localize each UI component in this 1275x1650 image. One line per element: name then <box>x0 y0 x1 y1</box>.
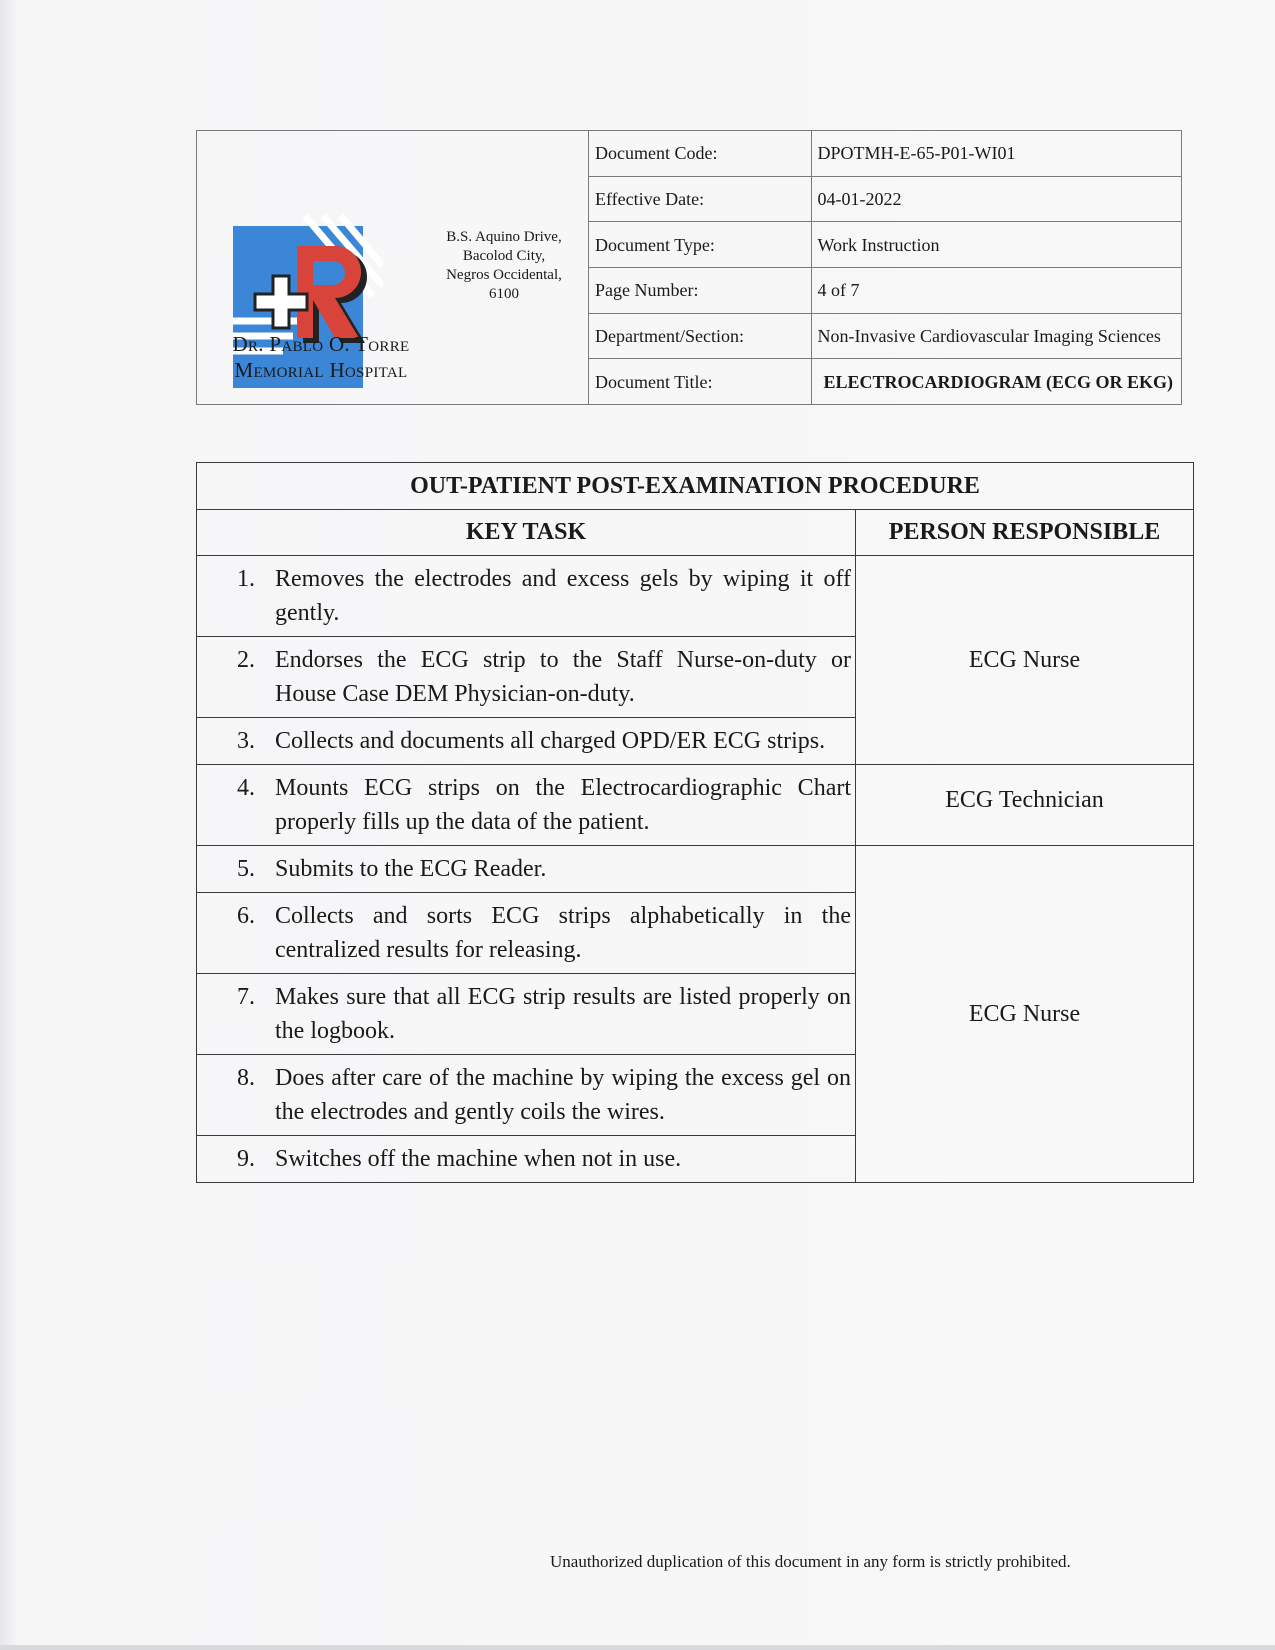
person-responsible-header: PERSON RESPONSIBLE <box>856 510 1194 556</box>
meta-value: Work Instruction <box>811 222 1181 268</box>
meta-label: Document Code: <box>589 131 811 176</box>
document-title-value: ELECTROCARDIOGRAM (ECG OR EKG) <box>823 371 1174 392</box>
document-header <box>196 130 1182 405</box>
task-number: 1. <box>237 566 255 592</box>
meta-label: Document Type: <box>589 222 811 268</box>
meta-label: Page Number: <box>589 267 811 313</box>
meta-row <box>589 267 1181 313</box>
task-number: 3. <box>237 728 255 754</box>
task-number: 2. <box>237 647 255 673</box>
hospital-name-line2: Memorial Hospital <box>234 358 408 382</box>
task-text: Collects and sorts ECG strips alphabetically in the centralized results for releasing. <box>275 903 851 963</box>
hospital-name <box>211 331 431 383</box>
scan-edge <box>0 1645 1275 1650</box>
meta-row <box>589 222 1181 268</box>
address-line: Bacolod City, <box>462 248 546 264</box>
hospital-logo-icon <box>233 161 383 461</box>
document-meta-table <box>589 131 1181 404</box>
task-text: Makes sure that all ECG strip results are listed properly on the logbook. <box>275 984 851 1044</box>
address-line: Negros Occidental, <box>446 267 562 283</box>
table-row <box>197 846 1194 893</box>
meta-row <box>589 131 1181 176</box>
key-task-header: KEY TASK <box>197 510 856 556</box>
meta-label: Effective Date: <box>589 176 811 222</box>
meta-row <box>589 176 1181 222</box>
meta-label: Department/Section: <box>589 313 811 359</box>
task-text: Does after care of the machine by wiping the excess gel on the electrodes and gently coils the wires. <box>275 1065 851 1125</box>
table-row <box>197 556 1194 637</box>
meta-value: Non-Invasive Cardiovascular Imaging Sciences <box>811 313 1181 359</box>
table-row <box>197 765 1194 846</box>
footer-notice: Unauthorized duplication of this document in any form is strictly prohibited. <box>550 1552 1071 1571</box>
meta-row <box>589 313 1181 359</box>
task-number: 8. <box>237 1065 255 1091</box>
task-text: Submits to the ECG Reader. <box>275 856 547 882</box>
person-responsible: ECG Nurse <box>856 846 1194 1183</box>
task-text: Collects and documents all charged OPD/ER ECG strips. <box>275 728 826 754</box>
task-number: 6. <box>237 903 255 929</box>
person-responsible-cell <box>856 765 1194 846</box>
address-line: 6100 <box>489 286 519 302</box>
meta-value: 04-01-2022 <box>811 176 1181 222</box>
task-number: 5. <box>237 856 255 882</box>
meta-label: Document Title: <box>589 359 811 404</box>
procedure-table <box>196 462 1194 1183</box>
meta-row <box>589 359 1181 404</box>
hospital-address <box>429 228 579 304</box>
task-number: 4. <box>237 775 255 801</box>
meta-value: 4 of 7 <box>811 267 1181 313</box>
logo-cell <box>197 131 589 404</box>
task-text: Mounts ECG strips on the Electrocardiographic Chart properly fills up the data of the patient. <box>275 775 851 835</box>
meta-value: DPOTMH-E-65-P01-WI01 <box>811 131 1181 176</box>
person-responsible: ECG Technician <box>945 787 1104 813</box>
address-line: B.S. Aquino Drive, <box>446 229 562 245</box>
person-responsible: ECG Nurse <box>856 556 1194 765</box>
task-text: Switches off the machine when not in use. <box>275 1146 682 1172</box>
task-text: Endorses the ECG strip to the Staff Nurse-on-duty or House Case DEM Physician-on-duty. <box>275 647 851 707</box>
task-number: 9. <box>237 1146 255 1172</box>
task-number: 7. <box>237 984 255 1010</box>
procedure-title: OUT-PATIENT POST-EXAMINATION PROCEDURE <box>197 463 1194 510</box>
task-text: Removes the electrodes and excess gels by wiping it off gently. <box>275 566 851 626</box>
hospital-name-line1: Dr. Pablo O. Torre <box>232 332 410 356</box>
